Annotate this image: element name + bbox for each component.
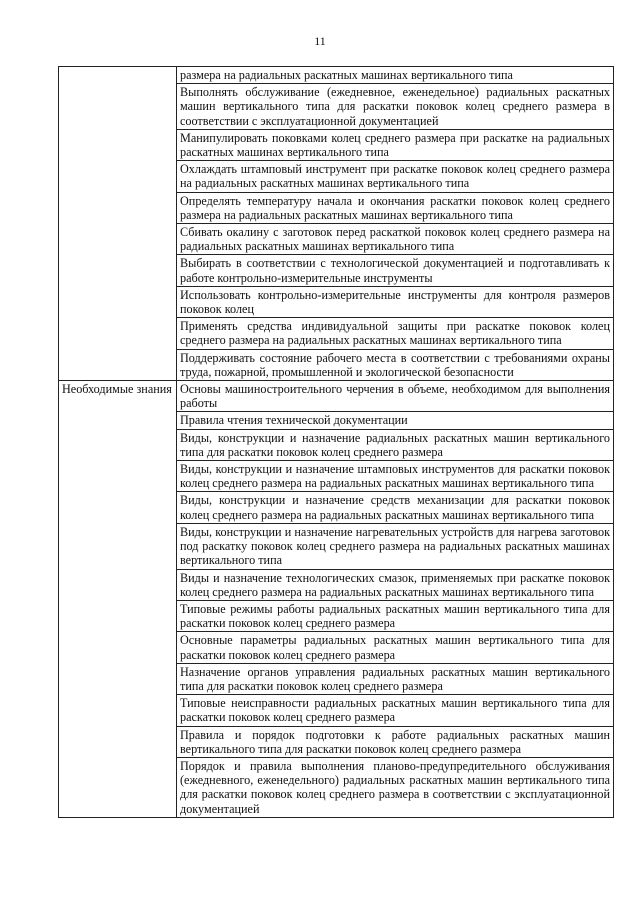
table-cell-item: Поддерживать состояние рабочего места в соответствии с требованиями охраны труда, пожарной, промышленной и экологической безопасности <box>177 349 614 380</box>
table-cell-item: Виды, конструкции и назначение штамповых инструментов для раскатки поковок колец среднего размера на радиальных раскатных машинах вертикального типа <box>177 461 614 492</box>
table-cell-item: размера на радиальных раскатных машинах вертикального типа <box>177 67 614 84</box>
table-cell-item: Выбирать в соответствии с технологической документацией и подготавливать к работе контрольно-измерительные инструменты <box>177 255 614 286</box>
competency-table-body <box>59 67 614 818</box>
table-cell-item: Виды, конструкции и назначение нагревательных устройств для нагрева заготовок под раскатку поковок колец среднего размера на радиальных раскатных машинах вертикального типа <box>177 523 614 569</box>
table-cell-item: Типовые режимы работы радиальных раскатных машин вертикального типа для раскатки поковок колец среднего размера <box>177 600 614 631</box>
table-cell-item: Виды, конструкции и назначение средств механизации для раскатки поковок колец среднего размера на радиальных раскатных машинах вертикального типа <box>177 492 614 523</box>
table-cell-item: Виды и назначение технологических смазок, применяемых при раскатке поковок колец среднего размера на радиальных раскатных машинах вертикального типа <box>177 569 614 600</box>
table-cell-item: Использовать контрольно-измерительные инструменты для контроля размеров поковок колец <box>177 286 614 317</box>
competency-table <box>58 66 614 818</box>
table-cell-item: Основы машиностроительного черчения в объеме, необходимом для выполнения работы <box>177 381 614 412</box>
table-cell-item: Порядок и правила выполнения планово-предупредительного обслуживания (ежедневного, еженедельного) радиальных раскатных машин вертикального типа для раскатки поковок колец среднего размера в соответствии с эксплуатационной документацией <box>177 757 614 817</box>
page-number: 11 <box>314 34 326 48</box>
table-cell-item: Назначение органов управления радиальных раскатных машин вертикального типа для раскатки поковок колец среднего размера <box>177 663 614 694</box>
table-row <box>59 67 614 84</box>
table-cell-item: Определять температуру начала и окончания раскатки поковок колец среднего размера на радиальных раскатных машинах вертикального типа <box>177 192 614 223</box>
table-cell-item: Манипулировать поковками колец среднего размера при раскатке на радиальных раскатных машинах вертикального типа <box>177 129 614 160</box>
section-label-cell <box>59 381 177 818</box>
table-row <box>59 381 614 412</box>
table-cell-item: Выполнять обслуживание (ежедневное, еженедельное) радиальных раскатных машин вертикального типа для раскатки поковок колец среднего размера в соответствии с эксплуатационной документацией <box>177 84 614 130</box>
table-cell-item: Правила чтения технической документации <box>177 412 614 429</box>
table-cell-item: Применять средства индивидуальной защиты при раскатке поковок колец среднего размера на радиальных раскатных машинах вертикального типа <box>177 318 614 349</box>
table-cell-item: Основные параметры радиальных раскатных машин вертикального типа для раскатки поковок колец среднего размера <box>177 632 614 663</box>
section-label-cell <box>59 67 177 381</box>
table-cell-item: Правила и порядок подготовки к работе радиальных раскатных машин вертикального типа для раскатки поковок колец среднего размера <box>177 726 614 757</box>
table-cell-item: Виды, конструкции и назначение радиальных раскатных машин вертикального типа для раскатки поковок колец среднего размера <box>177 429 614 460</box>
table-cell-item: Охлаждать штамповый инструмент при раскатке поковок колец среднего размера на радиальных раскатных машинах вертикального типа <box>177 161 614 192</box>
table-cell-item: Сбивать окалину с заготовок перед раскаткой поковок колец среднего размера на радиальных раскатных машинах вертикального типа <box>177 224 614 255</box>
table-cell-item: Типовые неисправности радиальных раскатных машин вертикального типа для раскатки поковок колец среднего размера <box>177 695 614 726</box>
section-label: Необходимые знания <box>62 382 172 397</box>
